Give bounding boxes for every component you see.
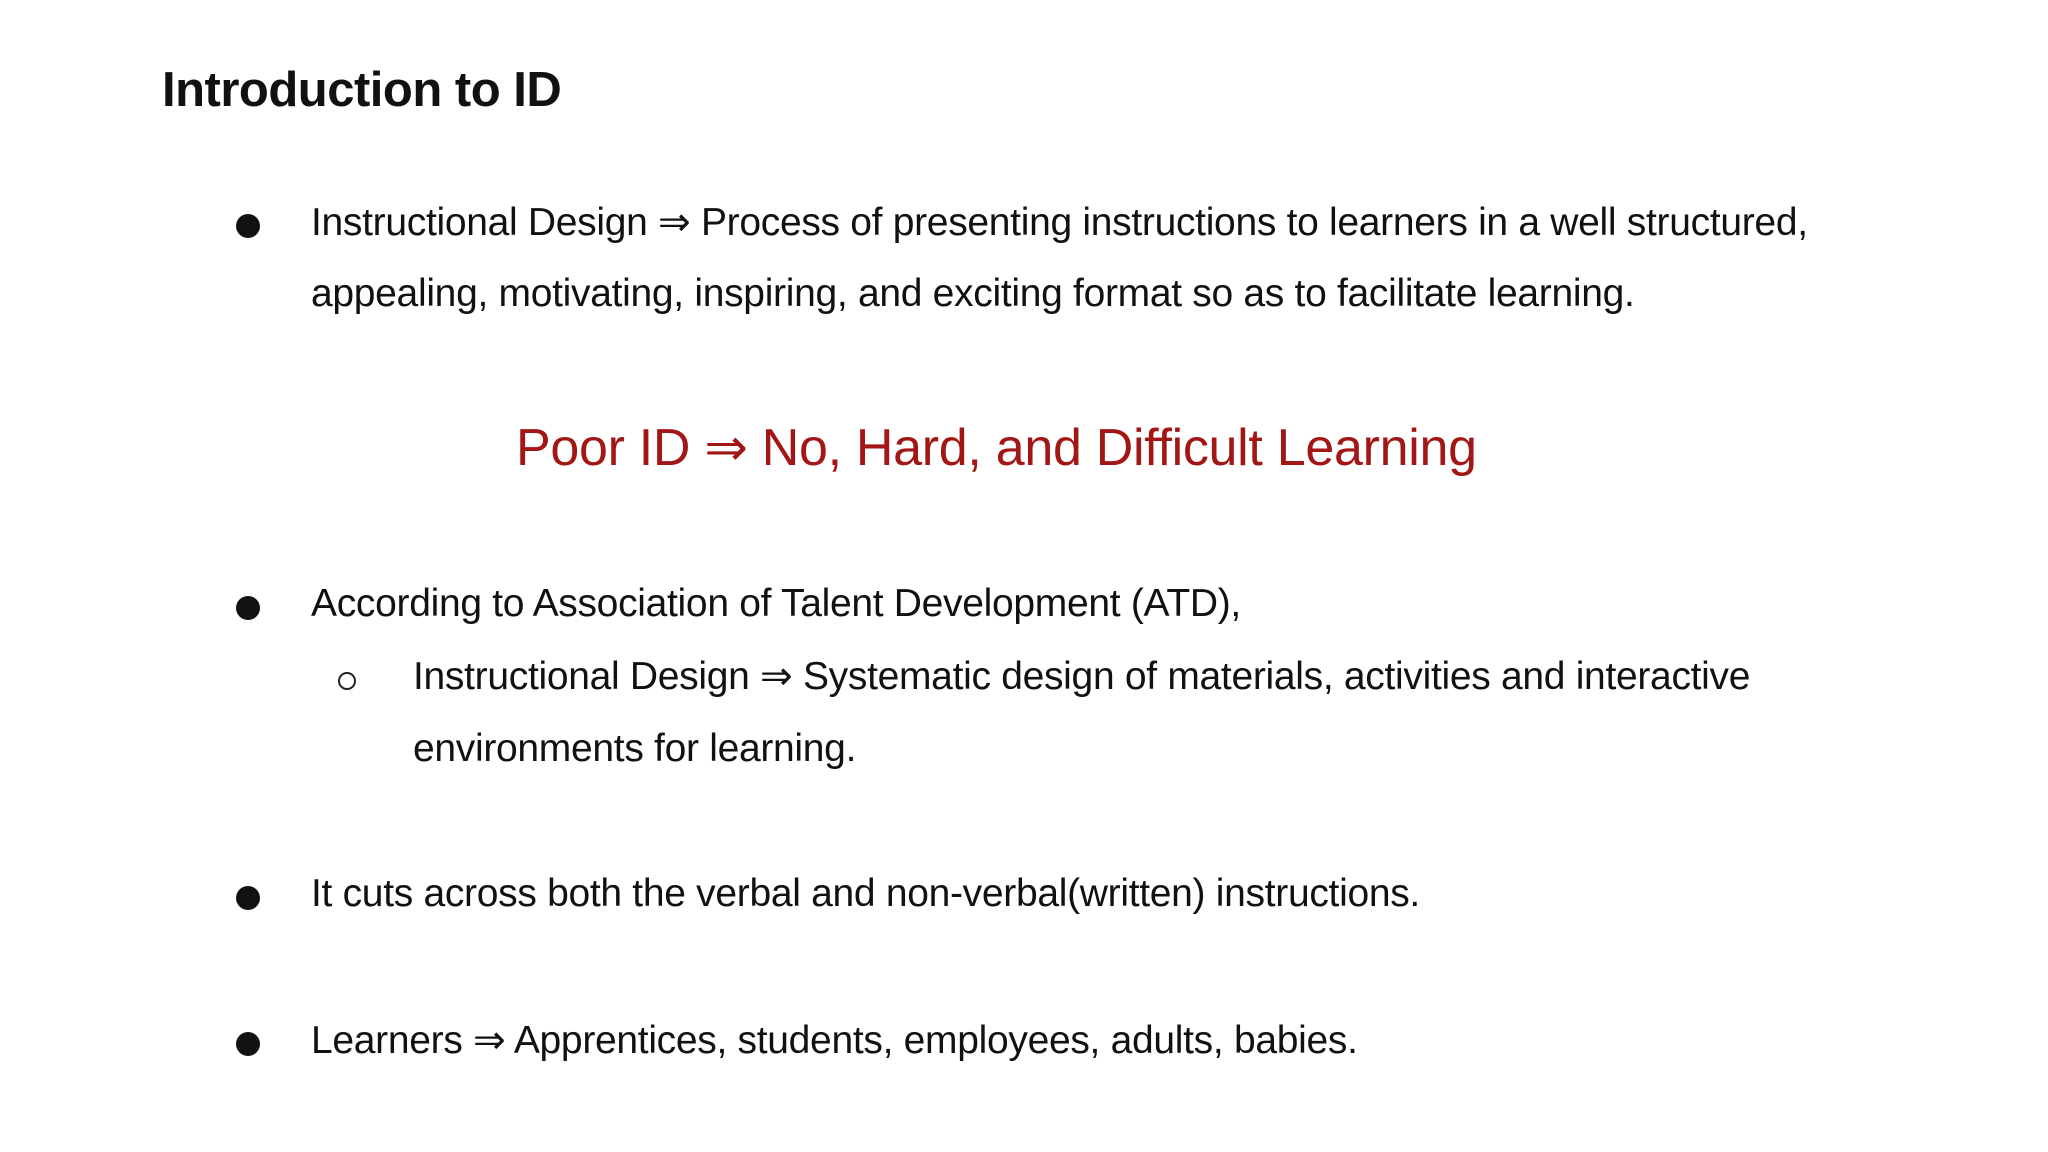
emphasis-statement: Poor ID ⇒ No, Hard, and Difficult Learning — [516, 419, 1477, 477]
bullet-text-line: Instructional Design ⇒ Process of presenting instructions to learners in a well structured, — [311, 201, 1808, 244]
bullet-dot-icon — [236, 1032, 260, 1056]
bullet-text-line: Learners ⇒ Apprentices, students, employees, adults, babies. — [311, 1019, 1358, 1062]
bullet-dot-icon — [236, 214, 260, 238]
hollow-circle-bullet-icon — [338, 672, 356, 690]
bullet-text-line: It cuts across both the verbal and non-verbal(written) instructions. — [311, 872, 1420, 915]
bullet-text-line: According to Association of Talent Development (ATD), — [311, 582, 1241, 625]
bullet-text-line: appealing, motivating, inspiring, and exciting format so as to facilitate learning. — [311, 272, 1635, 315]
bullet-dot-icon — [236, 886, 260, 910]
sub-bullet-text-line: Instructional Design ⇒ Systematic design of materials, activities and interactive — [413, 655, 1751, 698]
bullet-dot-icon — [236, 596, 260, 620]
slide-title: Introduction to ID — [162, 63, 562, 117]
sub-bullet-text-line: environments for learning. — [413, 727, 857, 770]
